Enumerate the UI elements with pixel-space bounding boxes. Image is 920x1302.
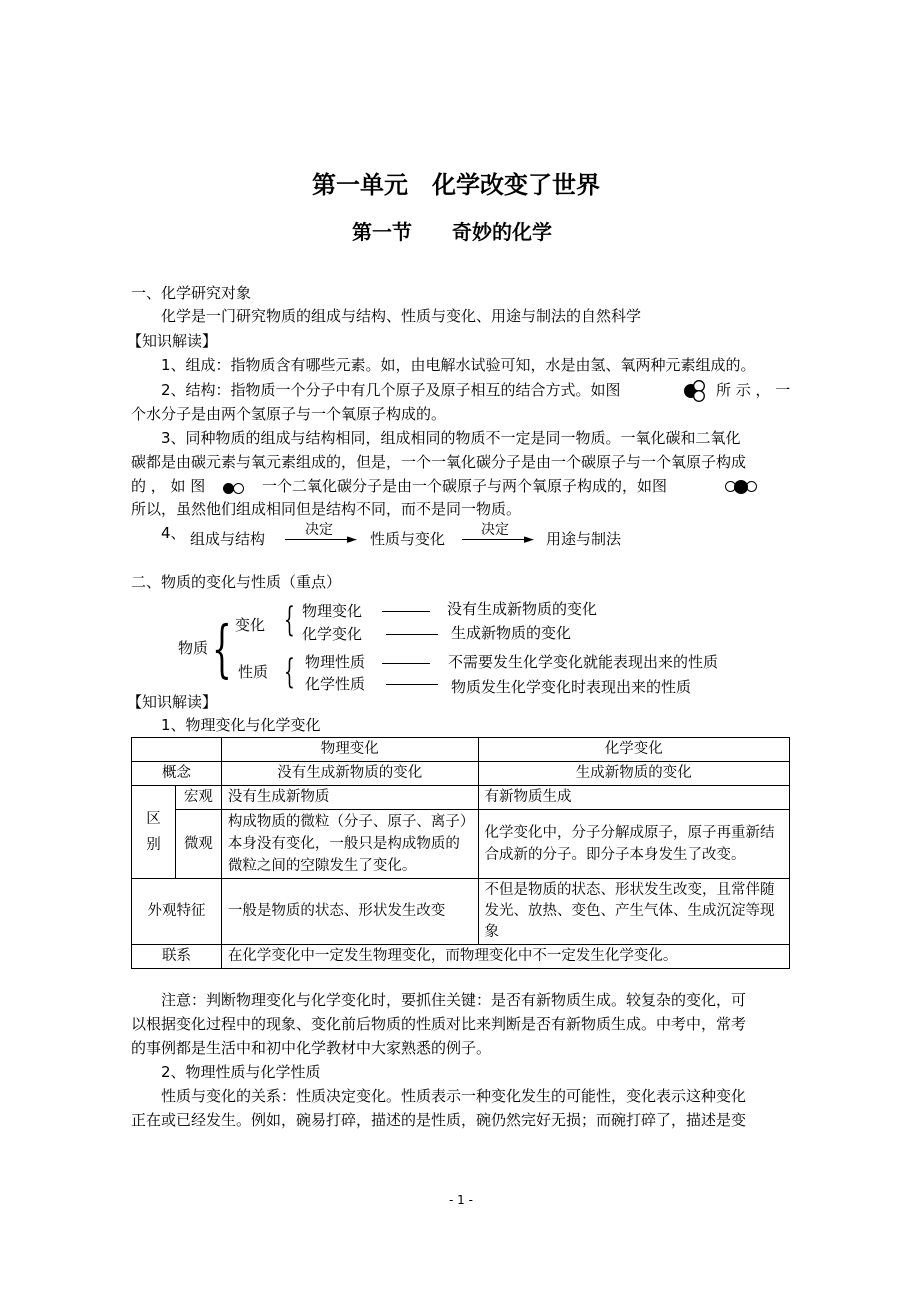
paragraph-structure-b: 所 示 ， 一 bbox=[716, 381, 791, 399]
row-label-diff bbox=[132, 786, 176, 879]
header-chem: 化学变化 bbox=[478, 738, 790, 762]
note-line-3: 的事例都是生活中和初中化学教材中大家熟悉的例子。 bbox=[131, 1039, 492, 1057]
arrow-2 bbox=[462, 539, 528, 540]
paragraph-structure-c: 个水分子是由两个氢原子与一个氧原子构成的。 bbox=[131, 405, 447, 423]
subsection-1: 1、物理变化与化学变化 bbox=[161, 716, 321, 734]
arrow-1 bbox=[285, 539, 351, 540]
tree-chem-change: 化学变化 bbox=[302, 625, 363, 643]
tree-change: 变化 bbox=[235, 616, 266, 634]
subsection-2: 2、物理性质与化学性质 bbox=[161, 1063, 321, 1081]
row-label-feature: 外观特征 bbox=[132, 879, 222, 945]
concept-chem: 生成新物质的变化 bbox=[478, 762, 790, 786]
table-row bbox=[132, 738, 790, 762]
tree-phys-prop: 物理性质 bbox=[305, 653, 366, 671]
brace-change: { bbox=[284, 600, 295, 640]
tree-chem-prop-def: 物质发生化学变化时表现出来的性质 bbox=[451, 678, 692, 696]
paragraph-structure-a: 2、结构：指物质一个分子中有几个原子及原子相互的结合方式。如图 bbox=[161, 381, 621, 399]
feature-chem: 不但是物质的状态、形状发生改变，且常伴随发光、放热、变色、产生气体、生成沉淀等现象 bbox=[478, 879, 790, 945]
micro-chem: 化学变化中，分子分解成原子，原子再重新结合成新的分子。即分子本身发生了改变。 bbox=[478, 810, 790, 879]
tree-phys-change: 物理变化 bbox=[302, 602, 363, 620]
paragraph-composition: 1、组成：指物质含有哪些元素。如，由电解水试验可知，水是由氢、氧两种元素组成的。 bbox=[161, 356, 756, 374]
water-molecule-icon bbox=[682, 379, 708, 403]
page-title: 第一单元 化学改变了世界 bbox=[312, 171, 600, 199]
table-row bbox=[132, 762, 790, 786]
knowledge-label: 【知识解读】 bbox=[127, 332, 218, 350]
dash-2 bbox=[386, 634, 438, 635]
arrow-label-2: 决定 bbox=[481, 522, 509, 538]
tree-chem-change-def: 生成新物质的变化 bbox=[451, 624, 572, 642]
macro-phys: 没有生成新物质 bbox=[221, 786, 478, 810]
relation-line-2: 正在或已经发生。例如，碗易打碎，描述的是性质，碗仍然完好无损；而碗打碎了，描述是变 bbox=[131, 1111, 747, 1129]
paragraph-same-a: 3、同种物质的组成与结构相同，组成相同的物质不一定是同一物质。一氧化碳和二氧化 bbox=[161, 429, 741, 447]
note-line-1: 注意：判断物理变化与化学变化时，要抓住关键：是否有新物质生成。较复杂的变化，可 bbox=[161, 991, 747, 1009]
row-label-concept: 概念 bbox=[132, 762, 222, 786]
row-label-micro: 微观 bbox=[175, 810, 221, 879]
feature-phys: 一般是物质的状态、形状发生改变 bbox=[221, 879, 478, 945]
header-phys: 物理变化 bbox=[221, 738, 478, 762]
row-label-link: 联系 bbox=[132, 945, 222, 969]
knowledge-label-2: 【知识解读】 bbox=[127, 693, 218, 711]
tree-root: 物质 bbox=[178, 639, 209, 657]
relation-structure: 组成与结构 bbox=[190, 530, 266, 548]
micro-phys: 构成物质的微粒（分子、原子、离子）本身没有变化，一般只是构成物质的微粒之间的空隙发生了变化。 bbox=[221, 810, 478, 879]
comparison-table bbox=[131, 737, 790, 969]
page-number: - 1 - bbox=[449, 1193, 473, 1207]
brace-property: { bbox=[284, 652, 295, 692]
relation-property: 性质与变化 bbox=[370, 530, 446, 548]
co2-molecule-icon bbox=[725, 476, 757, 496]
paragraph-same-b: 碳都是由碳元素与氧元素组成的，但是，一个一氧化碳分子是由一个碳原子与一个氧原子构成 bbox=[131, 453, 747, 471]
brace-main: { bbox=[212, 612, 232, 685]
tree-chem-prop: 化学性质 bbox=[305, 675, 366, 693]
tree-phys-change-def: 没有生成新物质的变化 bbox=[447, 600, 598, 618]
table-row bbox=[132, 879, 790, 945]
paragraph-same-c1: 的 ， 如 图 bbox=[131, 477, 206, 495]
dash-3 bbox=[382, 663, 430, 664]
arrow-head-1: ► bbox=[347, 532, 357, 547]
co-molecule-icon bbox=[223, 478, 244, 498]
paragraph-same-d: 所以，虽然他们组成相同但是结构不同，而不是同一物质。 bbox=[131, 500, 522, 518]
note-line-2: 以根据变化过程中的现象、变化前后物质的性质对比来判断是否有新物质生成。中考中，常考 bbox=[131, 1015, 747, 1033]
arrow-label-1: 决定 bbox=[305, 522, 333, 538]
row-label-macro: 宏观 bbox=[175, 786, 221, 810]
macro-chem: 有新物质生成 bbox=[478, 786, 790, 810]
table-row bbox=[132, 810, 790, 879]
tree-phys-prop-def: 不需要发生化学变化就能表现出来的性质 bbox=[448, 653, 719, 671]
arrow-head-2: ► bbox=[524, 532, 534, 547]
tree-property: 性质 bbox=[238, 663, 269, 681]
dash-1 bbox=[382, 611, 430, 612]
row-label-diff-text: 区别 bbox=[146, 811, 161, 853]
section-1-heading: 一、化学研究对象 bbox=[131, 284, 252, 302]
paragraph-same-c2: 一个二氧化碳分子是由一个碳原子与两个氧原子构成的，如图 bbox=[262, 477, 668, 495]
concept-phys: 没有生成新物质的变化 bbox=[221, 762, 478, 786]
relation-number: 4、 bbox=[161, 524, 186, 542]
section-2-heading: 二、物质的变化与性质（重点） bbox=[131, 573, 342, 591]
table-row bbox=[132, 945, 790, 969]
chemistry-definition: 化学是一门研究物质的组成与结构、性质与变化、用途与制法的自然科学 bbox=[161, 307, 642, 325]
table-row bbox=[132, 786, 790, 810]
link-text: 在化学变化中一定发生物理变化，而物理变化中不一定发生化学变化。 bbox=[221, 945, 789, 969]
section-subtitle: 第一节 奇妙的化学 bbox=[352, 220, 552, 244]
relation-line-1: 性质与变化的关系：性质决定变化。性质表示一种变化发生的可能性，变化表示这种变化 bbox=[161, 1087, 747, 1105]
relation-use: 用途与制法 bbox=[546, 530, 622, 548]
dash-4 bbox=[386, 684, 438, 685]
